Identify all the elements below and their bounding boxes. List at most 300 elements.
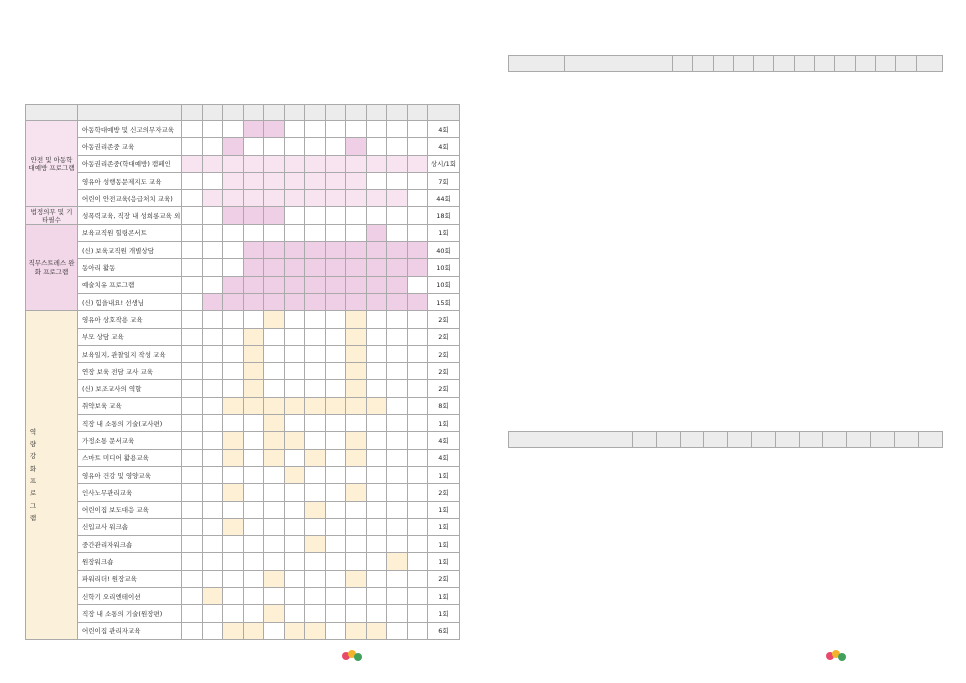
program-name: 파워리더! 원장교육 — [78, 570, 182, 587]
month-cell — [305, 121, 326, 138]
month-cell — [325, 484, 346, 501]
month-cell — [243, 501, 264, 518]
month-cell — [223, 259, 244, 276]
month-cell — [202, 207, 223, 224]
program-name: 아동권리존중(학대예방) 캠페인 — [78, 155, 182, 172]
month-cell — [407, 138, 428, 155]
month-cell — [325, 588, 346, 605]
month-cell — [366, 432, 387, 449]
month-cell — [243, 518, 264, 535]
month-cell — [305, 363, 326, 380]
month-cell — [284, 622, 305, 639]
month-cell — [223, 276, 244, 293]
month-cell — [243, 380, 264, 397]
month-cell — [243, 311, 264, 328]
month-cell — [305, 190, 326, 207]
month-cell — [284, 172, 305, 189]
program-name: 아동권리존중 교육 — [78, 138, 182, 155]
month-cell — [243, 536, 264, 553]
month-cell — [407, 622, 428, 639]
header-month — [673, 56, 693, 72]
month-cell — [264, 449, 285, 466]
month-cell — [366, 259, 387, 276]
header-month — [693, 56, 713, 72]
month-cell — [264, 588, 285, 605]
month-cell — [202, 259, 223, 276]
month-cell — [366, 363, 387, 380]
header-month — [182, 105, 203, 121]
table-header-row — [509, 56, 943, 72]
month-cell — [407, 484, 428, 501]
month-cell — [387, 276, 408, 293]
month-cell — [284, 155, 305, 172]
month-cell — [264, 311, 285, 328]
month-cell — [346, 588, 367, 605]
program-name: 성폭력교육, 직장 내 성희롱교육 외 — [78, 207, 182, 224]
month-cell — [366, 276, 387, 293]
header-category — [26, 105, 78, 121]
month-cell — [182, 553, 203, 570]
category-cell — [26, 311, 78, 640]
month-cell — [366, 536, 387, 553]
month-cell — [387, 190, 408, 207]
month-cell — [325, 363, 346, 380]
month-cell — [284, 415, 305, 432]
month-cell — [366, 207, 387, 224]
month-cell — [223, 432, 244, 449]
month-cell — [202, 466, 223, 483]
month-cell — [264, 276, 285, 293]
month-cell — [243, 466, 264, 483]
month-cell — [243, 570, 264, 587]
header-month — [704, 432, 728, 448]
month-cell — [182, 363, 203, 380]
month-cell — [387, 588, 408, 605]
month-cell — [387, 155, 408, 172]
month-cell — [366, 224, 387, 241]
month-cell — [366, 345, 387, 362]
month-cell — [407, 553, 428, 570]
month-cell — [264, 415, 285, 432]
month-cell — [243, 138, 264, 155]
month-cell — [284, 518, 305, 535]
month-cell — [325, 138, 346, 155]
month-cell — [182, 536, 203, 553]
program-name: 스마트 미디어 활용교육 — [78, 449, 182, 466]
month-cell — [325, 501, 346, 518]
header-month — [366, 105, 387, 121]
month-cell — [182, 138, 203, 155]
month-cell — [264, 345, 285, 362]
month-cell — [284, 380, 305, 397]
month-cell — [264, 224, 285, 241]
count-cell: 1회 — [428, 415, 460, 432]
month-cell — [305, 484, 326, 501]
month-cell — [387, 501, 408, 518]
month-cell — [346, 155, 367, 172]
count-cell: 10회 — [428, 259, 460, 276]
month-cell — [182, 155, 203, 172]
month-cell — [223, 553, 244, 570]
month-cell — [264, 570, 285, 587]
month-cell — [305, 155, 326, 172]
month-cell — [202, 190, 223, 207]
month-cell — [366, 501, 387, 518]
program-name: (신) 힘을내요! 선생님 — [78, 293, 182, 310]
month-cell — [243, 224, 264, 241]
month-cell — [182, 276, 203, 293]
month-cell — [346, 242, 367, 259]
category-cell: 법정의무 및 기타필수 — [26, 207, 78, 224]
header-month — [847, 432, 871, 448]
month-cell — [182, 415, 203, 432]
month-cell — [223, 242, 244, 259]
table-row — [26, 293, 460, 310]
month-cell — [202, 345, 223, 362]
month-cell — [243, 449, 264, 466]
month-cell — [223, 518, 244, 535]
month-cell — [243, 397, 264, 414]
count-cell: 7회 — [428, 172, 460, 189]
month-cell — [407, 172, 428, 189]
count-cell: 1회 — [428, 588, 460, 605]
table-row — [26, 536, 460, 553]
month-cell — [305, 259, 326, 276]
month-cell — [387, 363, 408, 380]
header-month — [284, 105, 305, 121]
month-cell — [264, 536, 285, 553]
month-cell — [243, 484, 264, 501]
month-cell — [202, 276, 223, 293]
month-cell — [202, 553, 223, 570]
month-cell — [202, 432, 223, 449]
program-name: 신학기 오리엔테이션 — [78, 588, 182, 605]
month-cell — [366, 293, 387, 310]
month-cell — [182, 311, 203, 328]
month-cell — [182, 328, 203, 345]
header-count — [428, 105, 460, 121]
table-row — [26, 207, 460, 224]
month-cell — [223, 190, 244, 207]
month-cell — [202, 570, 223, 587]
table-row — [26, 172, 460, 189]
program-name: 직장 내 소통의 기술(원장편) — [78, 605, 182, 622]
month-cell — [223, 588, 244, 605]
month-cell — [407, 242, 428, 259]
month-cell — [407, 605, 428, 622]
month-cell — [346, 518, 367, 535]
month-cell — [366, 121, 387, 138]
month-cell — [305, 224, 326, 241]
month-cell — [346, 553, 367, 570]
month-cell — [243, 293, 264, 310]
month-cell — [305, 138, 326, 155]
month-cell — [182, 570, 203, 587]
header-month — [799, 432, 823, 448]
table-row — [26, 605, 460, 622]
center-logo-icon — [342, 650, 364, 662]
month-cell — [264, 190, 285, 207]
header-month — [751, 432, 775, 448]
count-cell: 상시/1회 — [428, 155, 460, 172]
month-cell — [223, 121, 244, 138]
header-month — [823, 432, 847, 448]
month-cell — [223, 155, 244, 172]
count-cell: 1회 — [428, 553, 460, 570]
month-cell — [305, 207, 326, 224]
header-month — [633, 432, 657, 448]
month-cell — [264, 397, 285, 414]
header-month — [894, 432, 918, 448]
month-cell — [182, 588, 203, 605]
month-cell — [182, 259, 203, 276]
program-name: 중간관리자워크숍 — [78, 536, 182, 553]
month-cell — [305, 536, 326, 553]
count-cell: 2회 — [428, 380, 460, 397]
month-cell — [223, 345, 244, 362]
month-cell — [346, 311, 367, 328]
month-cell — [325, 242, 346, 259]
month-cell — [366, 605, 387, 622]
consulting-table — [508, 55, 943, 72]
month-cell — [284, 328, 305, 345]
month-cell — [407, 397, 428, 414]
count-cell: 2회 — [428, 328, 460, 345]
table-row — [26, 190, 460, 207]
month-cell — [202, 242, 223, 259]
month-cell — [202, 121, 223, 138]
month-cell — [346, 397, 367, 414]
month-cell — [223, 380, 244, 397]
month-cell — [325, 207, 346, 224]
month-cell — [346, 345, 367, 362]
month-cell — [387, 466, 408, 483]
month-cell — [202, 501, 223, 518]
month-cell — [305, 553, 326, 570]
month-cell — [182, 432, 203, 449]
footer-logo — [342, 650, 367, 662]
month-cell — [366, 553, 387, 570]
month-cell — [366, 484, 387, 501]
month-cell — [284, 501, 305, 518]
month-cell — [305, 432, 326, 449]
program-name: (신) 보육교직원 개별상담 — [78, 242, 182, 259]
program-name: 부모 상담 교육 — [78, 328, 182, 345]
header-month — [305, 105, 326, 121]
month-cell — [284, 242, 305, 259]
month-cell — [182, 622, 203, 639]
month-cell — [182, 518, 203, 535]
month-cell — [264, 380, 285, 397]
header-month — [728, 432, 752, 448]
month-cell — [346, 570, 367, 587]
month-cell — [407, 345, 428, 362]
month-cell — [407, 466, 428, 483]
month-cell — [325, 276, 346, 293]
header-name — [565, 56, 673, 72]
month-cell — [387, 553, 408, 570]
program-name: 영유아 성행동문제지도 교육 — [78, 172, 182, 189]
month-cell — [223, 570, 244, 587]
month-cell — [284, 311, 305, 328]
program-name: 영유아 상호작용 교육 — [78, 311, 182, 328]
month-cell — [223, 311, 244, 328]
month-cell — [325, 155, 346, 172]
month-cell — [346, 536, 367, 553]
month-cell — [346, 207, 367, 224]
month-cell — [325, 536, 346, 553]
table-row — [26, 553, 460, 570]
month-cell — [387, 536, 408, 553]
month-cell — [182, 224, 203, 241]
month-cell — [407, 276, 428, 293]
month-cell — [284, 466, 305, 483]
header-month — [713, 56, 733, 72]
month-cell — [346, 432, 367, 449]
month-cell — [243, 121, 264, 138]
month-cell — [387, 293, 408, 310]
month-cell — [346, 380, 367, 397]
program-name: 예술치유 프로그램 — [78, 276, 182, 293]
month-cell — [346, 172, 367, 189]
header-month — [407, 105, 428, 121]
program-name: 가정소통 문서교육 — [78, 432, 182, 449]
month-cell — [182, 190, 203, 207]
count-cell: 1회 — [428, 518, 460, 535]
program-name: 취약보육 교육 — [78, 397, 182, 414]
month-cell — [346, 121, 367, 138]
month-cell — [346, 328, 367, 345]
program-name: 신입교사 워크숍 — [78, 518, 182, 535]
month-cell — [243, 363, 264, 380]
month-cell — [346, 293, 367, 310]
count-cell: 1회 — [428, 501, 460, 518]
header-count — [916, 56, 942, 72]
table-row — [26, 415, 460, 432]
header-month — [775, 432, 799, 448]
month-cell — [243, 242, 264, 259]
month-cell — [264, 293, 285, 310]
month-cell — [305, 588, 326, 605]
month-cell — [387, 224, 408, 241]
month-cell — [387, 415, 408, 432]
month-cell — [387, 570, 408, 587]
month-cell — [407, 311, 428, 328]
month-cell — [325, 518, 346, 535]
table-row — [26, 311, 460, 328]
month-cell — [387, 172, 408, 189]
month-cell — [346, 224, 367, 241]
count-cell: 2회 — [428, 363, 460, 380]
month-cell — [264, 328, 285, 345]
month-cell — [407, 224, 428, 241]
month-cell — [182, 172, 203, 189]
count-cell: 2회 — [428, 570, 460, 587]
table-header-row — [509, 432, 943, 448]
month-cell — [387, 121, 408, 138]
month-cell — [284, 224, 305, 241]
count-cell: 8회 — [428, 397, 460, 414]
month-cell — [305, 449, 326, 466]
month-cell — [284, 432, 305, 449]
month-cell — [223, 605, 244, 622]
month-cell — [325, 553, 346, 570]
month-cell — [243, 172, 264, 189]
month-cell — [284, 449, 305, 466]
header-month — [656, 432, 680, 448]
month-cell — [387, 345, 408, 362]
month-cell — [325, 121, 346, 138]
month-cell — [305, 311, 326, 328]
program-name: 아동학대예방 및 신고의무자교육 — [78, 121, 182, 138]
month-cell — [182, 397, 203, 414]
header-month — [325, 105, 346, 121]
month-cell — [284, 363, 305, 380]
program-name: 동아리 활동 — [78, 259, 182, 276]
month-cell — [387, 484, 408, 501]
month-cell — [325, 449, 346, 466]
header-month — [680, 432, 704, 448]
month-cell — [325, 311, 346, 328]
month-cell — [243, 553, 264, 570]
month-cell — [387, 207, 408, 224]
month-cell — [284, 207, 305, 224]
month-cell — [202, 415, 223, 432]
table-row — [26, 276, 460, 293]
table-row — [26, 466, 460, 483]
month-cell — [325, 397, 346, 414]
table-row — [26, 518, 460, 535]
month-cell — [366, 190, 387, 207]
month-cell — [243, 276, 264, 293]
month-cell — [407, 501, 428, 518]
month-cell — [264, 259, 285, 276]
month-cell — [182, 380, 203, 397]
month-cell — [387, 259, 408, 276]
month-cell — [325, 570, 346, 587]
month-cell — [366, 380, 387, 397]
month-cell — [346, 466, 367, 483]
month-cell — [387, 138, 408, 155]
count-cell: 44회 — [428, 190, 460, 207]
month-cell — [346, 484, 367, 501]
program-name: 연장 보육 전담 교사 교육 — [78, 363, 182, 380]
month-cell — [182, 293, 203, 310]
program-name: 인사노무관리교육 — [78, 484, 182, 501]
month-cell — [202, 311, 223, 328]
month-cell — [284, 345, 305, 362]
table-row — [26, 138, 460, 155]
month-cell — [202, 536, 223, 553]
header-month — [202, 105, 223, 121]
program-name: 보육일지, 관찰일지 작성 교육 — [78, 345, 182, 362]
month-cell — [407, 259, 428, 276]
month-cell — [223, 449, 244, 466]
table-row — [26, 259, 460, 276]
month-cell — [325, 605, 346, 622]
month-cell — [346, 415, 367, 432]
month-cell — [264, 138, 285, 155]
month-cell — [305, 518, 326, 535]
education-program-table — [25, 104, 460, 640]
count-cell: 1회 — [428, 605, 460, 622]
month-cell — [202, 588, 223, 605]
program-name: 원장워크숍 — [78, 553, 182, 570]
month-cell — [407, 380, 428, 397]
month-cell — [305, 328, 326, 345]
month-cell — [202, 449, 223, 466]
month-cell — [223, 536, 244, 553]
